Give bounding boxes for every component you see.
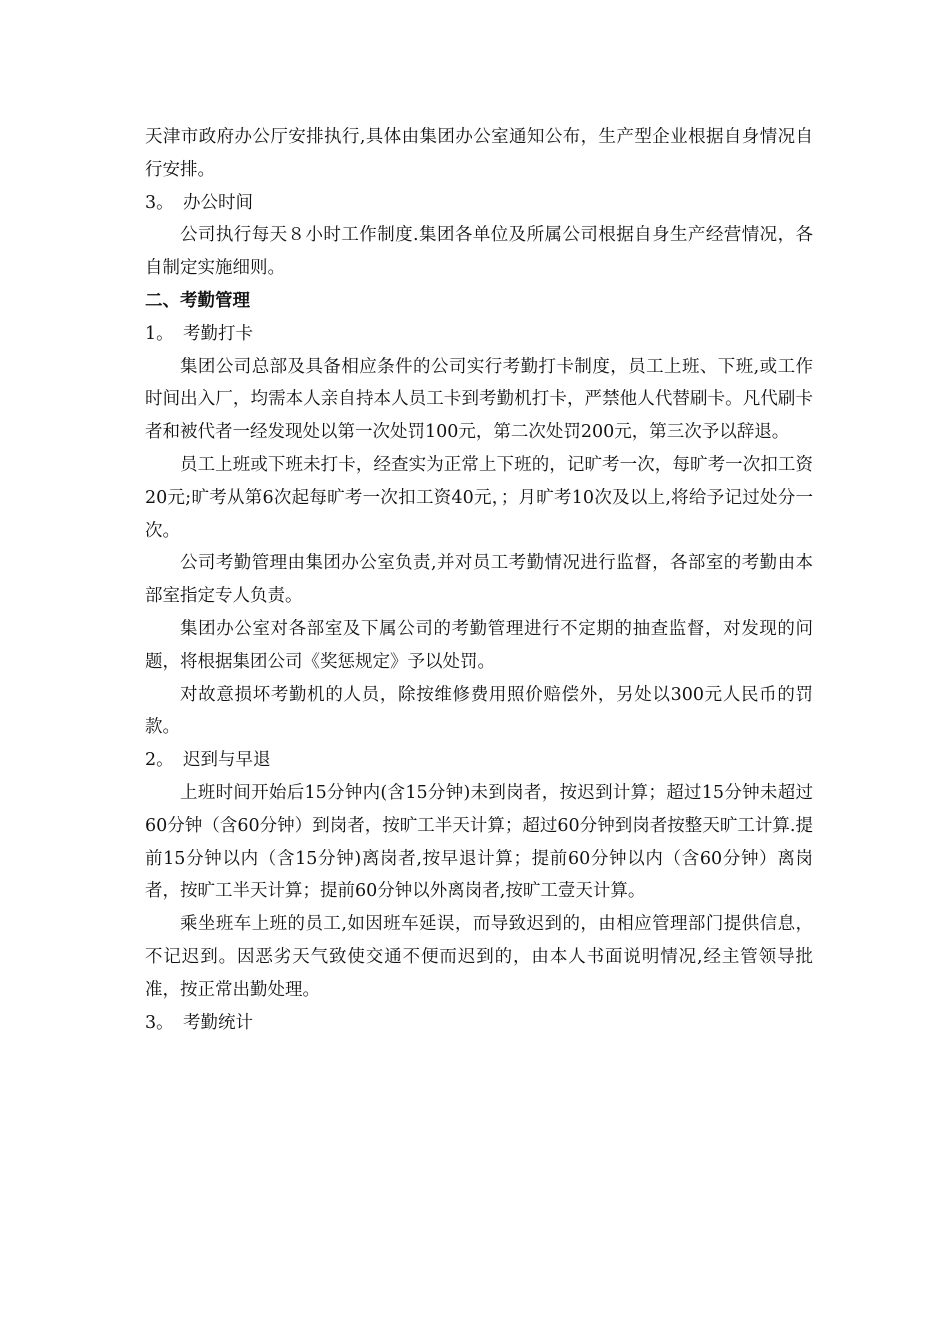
heading-title: 考勤统计 — [183, 1012, 253, 1033]
heading-title: 办公时间 — [183, 192, 253, 213]
heading-number: 3。 — [145, 1012, 174, 1033]
paragraph-late-early-1: 上班时间开始后15分钟内(含15分钟)未到岗者，按迟到计算；超过15分钟未超过60分钟（含60分钟）到岗者，按旷工半天计算；超过60分钟到岗者按整天旷工计算.提前15分钟以内（含15分钟)离岗者,按早退计算；提前60分钟以内（含60分钟）离岗者，按旷工半天计算；提前60分钟以外离岗者,按旷工壹天计算。 — [145, 782, 813, 902]
paragraph-clock-in-4: 集团办公室对各部室及下属公司的考勤管理进行不定期的抽查监督，对发现的问题，将根据集团公司《奖惩规定》予以处罚。 — [145, 618, 813, 672]
paragraph-continuation: 天津市政府办公厅安排执行,具体由集团办公室通知公布，生产型企业根据自身情况自行安排。 — [145, 127, 813, 180]
paragraph-office-hours: 公司执行每天８小时工作制度.集团各单位及所属公司根据自身生产经营情况，各自制定实施细则。 — [145, 225, 813, 279]
section-title-attendance: 二、考勤管理 — [145, 290, 250, 311]
heading-title: 迟到与早退 — [183, 750, 271, 771]
paragraph-late-early-2: 乘坐班车上班的员工,如因班车延误，而导致迟到的，由相应管理部门提供信息，不记迟到。因恶劣天气致使交通不便而迟到的，由本人书面说明情况,经主管领导批准，按正常出勤处理。 — [145, 914, 813, 1000]
heading-statistics — [145, 1007, 813, 1040]
paragraph-clock-in-2: 员工上班或下班未打卡，经查实为正常上下班的，记旷考一次，每旷考一次扣工资20元;旷考从第6次起每旷考一次扣工资40元，；月旷考10次及以上,将给予记过处分一次。 — [145, 454, 813, 541]
document-page — [145, 121, 813, 1039]
heading-office-hours — [145, 187, 813, 220]
heading-late-early — [145, 744, 813, 777]
heading-clock-in — [145, 318, 813, 351]
paragraph-clock-in-1: 集团公司总部及具备相应条件的公司实行考勤打卡制度，员工上班、下班,或工作时间出入厂，均需本人亲自持本人员工卡到考勤机打卡，严禁他人代替刷卡。凡代刷卡者和被代者一经发现处以第一次处罚100元，第二次处罚200元，第三次予以辞退。 — [145, 356, 813, 443]
paragraph-clock-in-5: 对故意损坏考勤机的人员，除按维修费用照价赔偿外，另处以300元人民币的罚款。 — [145, 684, 813, 738]
heading-title: 考勤打卡 — [183, 323, 253, 344]
heading-number: 1。 — [145, 323, 174, 344]
heading-number: 3。 — [145, 192, 174, 213]
heading-number: 2。 — [145, 750, 174, 771]
paragraph-clock-in-3: 公司考勤管理由集团办公室负责,并对员工考勤情况进行监督，各部室的考勤由本部室指定专人负责。 — [145, 553, 813, 607]
